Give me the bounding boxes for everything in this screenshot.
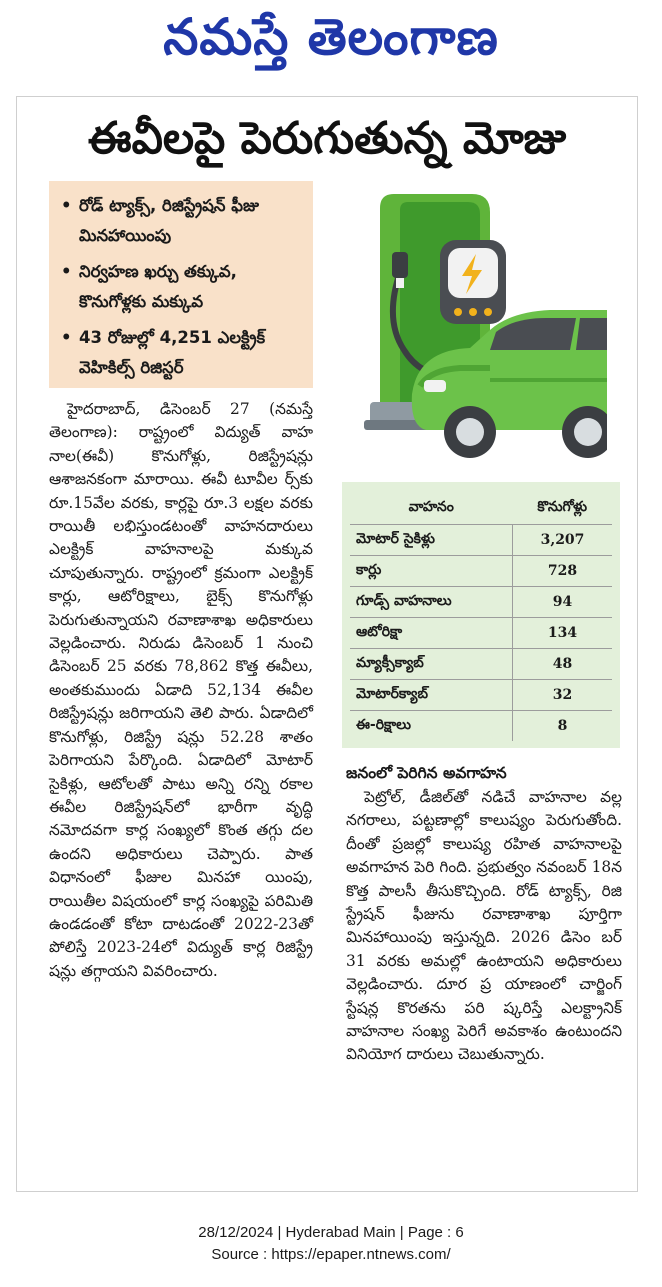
table-header-vehicle: వాహనం <box>408 498 454 515</box>
table-cell-name: గూడ్స్ వాహనాలు <box>350 587 513 618</box>
highlight-text: నిర్వహణ ఖర్చు తక్కువ, కొనుగోళ్లకు మక్కువ <box>79 262 237 311</box>
article-body-left <box>49 398 313 983</box>
table-row <box>350 587 612 618</box>
article-paragraph: పెట్రోల్, డీజిల్‌తో నడిచే వాహనాల వల్ల నగరాలు, పట్టణాల్లో కాలుష్యం పెరుగుతోంది. దీంతో ప్రజల్లో కాలుష్య రహిత వాహనాలపై అవగాహన పెరి గింది. ప్రభుత్వం నవంబర్ 18న కొత్త పాలసీ తీసుకొచ్చింది. రోడ్ ట్యాక్స్, రిజి స్ట్రేషన్ ఫీజును రవాణాశాఖ పూర్తిగా మినహాయింపు ఇస్తున్నది. 2026 డిసెం బర్ 31 వరకు అమల్లో ఉంటాయని అధికారులు వెల్లడించారు. దూర ప్ర యాణంలో చార్జింగ్ స్టేషన్ల కొరతను పరి ష్కరిస్తే ఎలక్ట్రానిక్ వాహనాల సంఖ్య పెరిగే అవకాశం ఉంటుందని వినియోగ దారులు చెబుతున్నారు. <box>346 788 622 1064</box>
subheading: జనంలో పెరిగిన అవగాహన <box>346 764 507 782</box>
highlight-item <box>61 323 305 383</box>
table-cell-name: మ్యాక్సీక్యాబ్ <box>350 649 513 680</box>
ev-sales-table-box <box>342 482 620 748</box>
highlight-item <box>61 257 305 317</box>
table-cell-value: 3,207 <box>513 525 613 556</box>
table-cell-value: 48 <box>513 649 613 680</box>
table-header-purchases: కొనుగోళ్లు <box>537 498 588 515</box>
table-cell-value: 94 <box>513 587 613 618</box>
footer <box>0 1222 662 1266</box>
table-row <box>350 649 612 680</box>
table-cell-value: 8 <box>513 711 613 742</box>
table-cell-name: కార్లు <box>350 556 513 587</box>
table-cell-value: 134 <box>513 618 613 649</box>
table-cell-value: 32 <box>513 680 613 711</box>
table-cell-name: ఆటోరిక్షా <box>350 618 513 649</box>
table-cell-name: ఈ-రిక్షాలు <box>350 711 513 742</box>
highlights-box <box>49 181 313 388</box>
article-body-right <box>346 786 622 1067</box>
bullet-icon: • <box>61 196 72 215</box>
table-header-row <box>350 492 612 525</box>
footer-source-link[interactable]: Source : https://epaper.ntnews.com/ <box>211 1246 451 1263</box>
highlight-item <box>61 191 305 251</box>
bullet-icon: • <box>61 328 72 347</box>
ev-sales-table <box>350 492 612 741</box>
table-cell-value: 728 <box>513 556 613 587</box>
highlight-text: రోడ్ ట్యాక్స్, రిజిస్ట్రేషన్ ఫీజు మినహాయింపు <box>79 196 259 245</box>
article-paragraph: హైదరాబాద్, డిసెంబర్ 27 (నమస్తే తెలంగాణ): రాష్ట్రంలో విద్యుత్ వాహ నాల(ఈవీ) కొనుగోళ్లు, రిజిస్ట్రేషన్లు ఆశాజనకంగా మారాయి. ఈవీ టూవీల ర్స్‌కు రూ.15వేల వరకు, కార్లపై రూ.3 లక్షల వరకు రాయితీ లభిస్తుండటంతో వాహనదారులు ఎలక్ట్రిక్ వాహనాలపై మక్కువ చూపుతున్నారు. రాష్ట్రంలో క్రమంగా ఎలక్ట్రిక్ కార్లు, ఆటోరిక్షాలు, బైక్స్ కొనుగోళ్లు పెరుగుతున్నాయని రవాణాశాఖ అధికారులు వెల్లడించారు. నిరుడు డిసెంబర్ 1 నుంచి డిసెంబర్ 25 వరకు 78,862 కొత్త ఈవీలు, అంతకుముందు ఏడాది 52,134 ఈవీల రిజిస్ట్రేషన్లు జరిగాయని తెలి పారు. ఏడాదిలో కొనుగోళ్లు, రిజిస్ట్రే షన్లు 52.28 శాతం పెరిగాయని పేర్కొంది. ఏడాదిలో మోటార్ సైకిళ్లు, ఆటోలతో పాటు అన్ని రన్ని రకాల ఈవీల రిజిస్ట్రేషన్‌లో భారీగా వృద్ధి నమోదవగా కార్ల సంఖ్యలో కొంత తగ్గు దల ఉందని అధికారులు చెప్పారు. పాత విధానంలో ఫీజుల మినహా యింపు, రాయితీల విషయంలో కార్ల సంఖ్యపై పరిమితి ఉండడంతో కోటా దాటడంతో 2022-23తో పోలిస్తే 2023-24లో విద్యుత్ కార్ల రిజిస్ట్రే షన్లు తగ్గాయని వివరించారు. <box>49 400 313 980</box>
table-row <box>350 680 612 711</box>
ev-charging-illustration <box>340 180 607 467</box>
footer-date-edition: 28/12/2024 | Hyderabad Main | Page : 6 <box>198 1224 464 1241</box>
table-row <box>350 618 612 649</box>
table-cell-name: మోటార్ సైకిళ్లు <box>350 525 513 556</box>
table-row <box>350 711 612 742</box>
highlight-text: 43 రోజుల్లో 4,251 ఎలక్ట్రిక్ వెహికిల్స్ రిజిస్టర్ <box>79 328 266 377</box>
table-cell-name: మోటార్‌క్యాబ్ <box>350 680 513 711</box>
bullet-icon: • <box>61 262 72 281</box>
headline: ఈవీలపై పెరుగుతున్న మోజు <box>87 113 567 164</box>
table-row <box>350 556 612 587</box>
masthead-logo: నమస్తే తెలంగాణ <box>163 7 499 66</box>
table-row <box>350 525 612 556</box>
